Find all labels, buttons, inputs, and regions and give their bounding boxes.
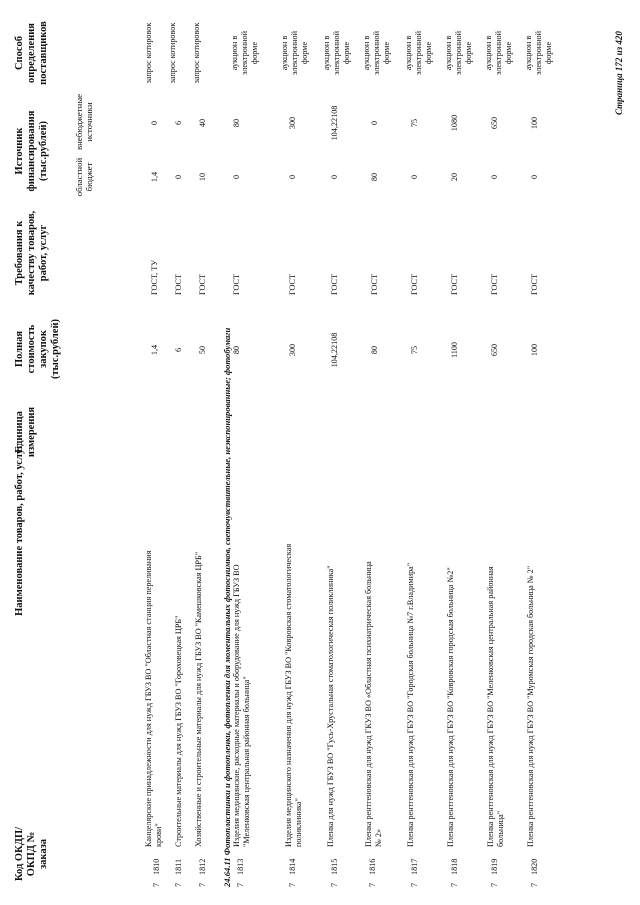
row-code: 7 [368,882,377,887]
row-code: 7 [410,882,419,887]
row-cost: 1,4 [150,344,159,356]
row-fin-extra: 100 [530,116,539,130]
row-name: Канцелярские принадлежности для нужд ГБУЗ ВО "Областная станция переливания крови" [144,550,163,847]
row-requirements: ГОСТ [450,273,459,295]
row-cost: 50 [198,345,207,355]
row-number: 1819 [490,858,499,875]
page-number: Страница 172 из 420 [614,31,624,115]
row-method: аукцион в электронной форме [404,30,433,76]
header-financing: Источник финансирования (тыс.рублей) [14,110,49,192]
row-method: аукцион в электронной форме [444,30,473,76]
row-fin-extra: 1080 [450,114,459,132]
row-fin-regional: 10 [198,172,207,182]
row-name: Пленка рентгеновская для нужд ГБУЗ ВО "Городская больница №7 г.Владимира" [406,562,415,847]
row-requirements: ГОСТ [288,273,297,295]
row-fin-regional: 0 [330,174,339,180]
row-fin-extra: 104,22108 [330,105,339,141]
row-cost: 80 [232,345,241,355]
row-method: запрос котировок [168,22,177,84]
row-name: Пленка рентгеновская для нужд ГБУЗ ВО "Меленковская центральная районная больница" [486,566,505,847]
row-fin-extra: 0 [370,120,379,126]
section-title: Фотопластинки и фотопленки, фотопленки для моментальных фотоснимков, светочувствительные, неэкспонированные; фотобумаги [222,327,232,856]
header-cost: Полная стоимость закупок (тыс.рублей) [14,318,61,380]
row-number: 1817 [410,858,419,875]
row-fin-regional: 0 [232,174,241,180]
row-requirements: ГОСТ [530,273,539,295]
row-number: 1812 [198,858,207,875]
row-code: 7 [330,882,339,887]
row-method: аукцион в электронной форме [322,30,351,76]
row-fin-extra: 80 [232,118,241,128]
row-number: 1810 [152,858,161,875]
row-cost: 104,22108 [330,332,339,368]
row-method: запрос котировок [144,22,153,84]
row-code: 7 [530,882,539,887]
row-code: 7 [198,882,207,887]
row-method: аукцион в электронной форме [484,30,513,76]
row-fin-extra: 300 [288,116,297,130]
row-name: Строительные материалы для нужд ГБУЗ ВО "Гороховецкая ЦРБ" [174,615,183,847]
header-method: Способ определения поставщиков [14,21,49,85]
row-requirements: ГОСТ, ТУ [150,259,159,295]
row-name: Пленка рентгеновская для нужд ГБУЗ ВО "Ковровская городская больница №2" [446,567,455,847]
header-unit: Единица измерения [14,406,37,458]
header-code: Код ОКДП/ ОКПД № заказа [14,826,49,882]
row-number: 1811 [174,858,183,875]
row-number: 1815 [330,858,339,875]
row-requirements: ГОСТ [370,273,379,295]
header-fin-extra: внебюджетные источники [74,93,94,151]
row-requirements: ГОСТ [330,273,339,295]
row-name: Пленка для нужд ГБУЗ ВО "Гусь-Хрустальная стоматологическая поликлиника" [326,565,335,847]
row-fin-extra: 0 [150,120,159,126]
row-method: аукцион в электронной форме [230,30,259,76]
row-cost: 650 [490,343,499,357]
row-fin-regional: 0 [490,174,499,180]
row-code: 7 [174,882,183,887]
row-fin-extra: 650 [490,116,499,130]
row-name: Изделия медицинские, расходные материалы и оборудование для нужд ГБУЗ ВО "Меленковская центральная районная больница" [232,564,251,847]
row-requirements: ГОСТ [410,273,419,295]
row-code: 7 [490,882,499,887]
row-requirements: ГОСТ [198,273,207,295]
row-name: Пленка рентгеновская для нужд ГКУЗ ВО «Областная психиатрическая больница № 2» [364,561,383,847]
row-number: 1814 [288,858,297,875]
row-fin-extra: 40 [198,118,207,128]
row-fin-regional: 0 [410,174,419,180]
row-fin-regional: 0 [530,174,539,180]
header-name: Наименование товаров, работ, услуг [14,444,25,616]
row-name: Пленка рентгеновская для нужд ГБУЗ ВО "Муромская городская больница № 2" [526,565,535,847]
row-requirements: ГОСТ [490,273,499,295]
row-fin-regional: 1,4 [150,171,159,183]
row-fin-regional: 80 [370,172,379,182]
row-cost: 6 [174,347,183,353]
row-code: 7 [236,882,245,887]
row-name: Хозяйственные и строительные материалы для нужд ГБУЗ ВО "Камешковская ЦРБ" [194,551,203,847]
row-method: аукцион в электронной форме [524,30,553,76]
row-requirements: ГОСТ [174,273,183,295]
header-requirements: Требования к качеству товаров, работ, услуг [14,210,49,296]
row-code: 7 [450,882,459,887]
row-fin-extra: 75 [410,118,419,128]
row-fin-regional: 0 [174,174,183,180]
row-fin-extra: 6 [174,120,183,126]
section-heading [222,328,232,887]
section-code: 24.64.11 [222,857,232,887]
row-number: 1813 [236,858,245,875]
row-cost: 300 [288,343,297,357]
row-requirements: ГОСТ [232,273,241,295]
row-code: 7 [288,882,297,887]
row-number: 1818 [450,858,459,875]
row-cost: 75 [410,345,419,355]
row-code: 7 [152,882,161,887]
row-number: 1816 [368,858,377,875]
row-fin-regional: 20 [450,172,459,182]
row-cost: 100 [530,343,539,357]
header-fin-regional: областной бюджет [74,157,94,197]
row-method: запрос котировок [192,22,201,84]
row-name: Изделия медицинского назначения для нужд ГБУЗ ВО "Ковровская стоматологическая поликлиника" [284,543,303,847]
row-cost: 80 [370,345,379,355]
row-cost: 1100 [450,341,459,359]
row-method: аукцион в электронной форме [362,30,391,76]
row-number: 1820 [530,858,539,875]
row-fin-regional: 0 [288,174,297,180]
row-method: аукцион в электронной форме [280,30,309,76]
